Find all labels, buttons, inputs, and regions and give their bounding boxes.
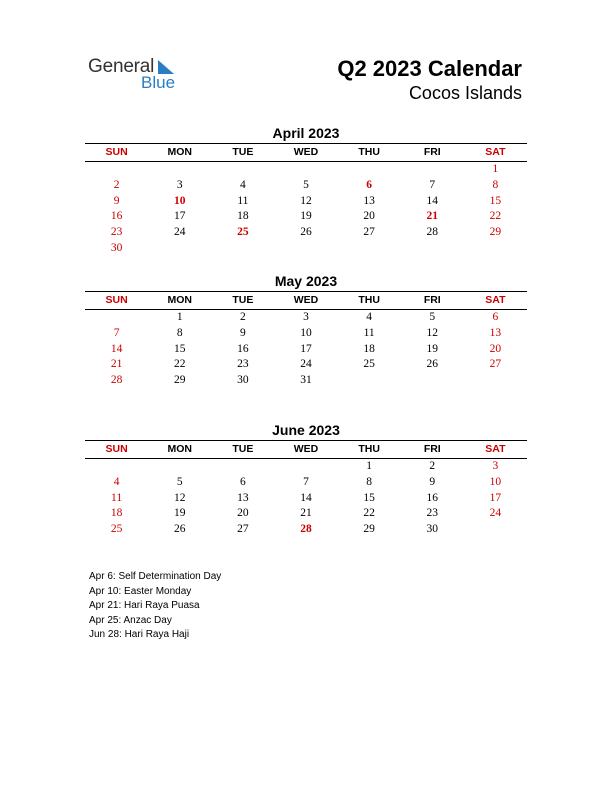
- day-cell: 2: [113, 178, 120, 191]
- month-grid: [85, 459, 527, 538]
- day-cell: 16: [237, 342, 249, 355]
- weekday-label: SUN: [105, 294, 128, 306]
- day-cell: 13: [489, 326, 502, 339]
- day-cell: 4: [366, 311, 372, 323]
- weekday-label: SUN: [105, 443, 128, 455]
- day-cell: 26: [173, 523, 186, 536]
- week-row: [85, 241, 527, 257]
- day-cell: 11: [363, 326, 375, 339]
- day-cell: [148, 162, 211, 178]
- brand-triangle-icon: [158, 60, 174, 74]
- day-cell: [338, 241, 401, 257]
- day-cell: 1: [492, 163, 499, 175]
- day-cell: 14: [110, 342, 123, 355]
- day-cell: [85, 459, 148, 475]
- day-cell: 25: [110, 523, 123, 536]
- day-cell: 25: [363, 358, 375, 371]
- day-cell: [211, 241, 274, 257]
- weekday-label: TUE: [232, 294, 254, 306]
- day-cell: 29: [363, 523, 375, 536]
- weekday-label: THU: [358, 443, 380, 455]
- day-cell: 23: [426, 507, 439, 520]
- day-cell: 24: [489, 507, 502, 520]
- weekday-label: MON: [167, 443, 192, 455]
- day-cell: 17: [173, 210, 186, 223]
- weekday-label: FRI: [423, 443, 441, 455]
- day-cell: 3: [176, 178, 183, 191]
- week-row: [85, 522, 527, 538]
- day-cell: 29: [489, 226, 502, 239]
- weekday-label: WED: [293, 294, 319, 306]
- weekday-label: TUE: [232, 443, 254, 455]
- day-cell: 5: [429, 311, 436, 323]
- holiday-item: Apr 6: Self Determination Day: [89, 571, 222, 582]
- day-cell: 16: [110, 210, 123, 223]
- week-row: [85, 475, 527, 491]
- day-cell: 6: [492, 311, 499, 323]
- day-cell: 12: [173, 491, 186, 504]
- day-cell: [85, 310, 148, 326]
- weekday-header: [85, 291, 527, 310]
- day-cell: [148, 459, 211, 475]
- week-row: [85, 194, 527, 210]
- day-cell: 20: [237, 507, 249, 520]
- brand-logo: [88, 56, 208, 96]
- week-row: [85, 491, 527, 507]
- day-cell: 21: [426, 210, 439, 223]
- day-cell: 17: [489, 491, 502, 504]
- week-row: [85, 373, 527, 389]
- day-cell: 31: [300, 374, 312, 387]
- day-cell: 3: [492, 460, 499, 472]
- month-grid: [85, 162, 527, 257]
- day-cell: [148, 241, 211, 257]
- week-row: [85, 506, 527, 522]
- brand-name-general: General: [88, 56, 155, 77]
- weekday-label: TUE: [232, 146, 254, 158]
- day-cell: 15: [363, 491, 375, 504]
- month-title: June 2023: [272, 422, 340, 438]
- week-row: [85, 162, 527, 178]
- day-cell: 5: [303, 178, 309, 191]
- day-cell: [85, 162, 148, 178]
- weekday-label: THU: [358, 294, 380, 306]
- day-cell: 1: [366, 460, 372, 472]
- day-cell: 13: [363, 194, 375, 207]
- day-cell: 9: [429, 475, 436, 488]
- day-cell: [401, 241, 464, 257]
- day-cell: 2: [429, 460, 436, 472]
- day-cell: 15: [489, 194, 502, 207]
- day-cell: 18: [237, 210, 249, 223]
- holiday-list: [89, 570, 221, 643]
- weekday-label: SAT: [485, 294, 506, 306]
- day-cell: 28: [110, 374, 123, 387]
- day-cell: 8: [492, 178, 499, 191]
- month-calendar-april: [85, 124, 527, 257]
- weekday-label: SAT: [485, 443, 506, 455]
- day-cell: 25: [237, 226, 249, 239]
- week-row: [85, 209, 527, 225]
- week-row: [85, 459, 527, 475]
- day-cell: 15: [173, 342, 186, 355]
- month-title: April 2023: [272, 125, 340, 141]
- weekday-label: SAT: [485, 146, 506, 158]
- day-cell: 27: [489, 358, 502, 371]
- day-cell: 29: [173, 374, 186, 387]
- day-cell: 11: [237, 194, 249, 207]
- day-cell: 3: [303, 311, 309, 323]
- day-cell: 8: [176, 326, 183, 339]
- day-cell: 26: [426, 358, 439, 371]
- day-cell: 19: [426, 342, 439, 355]
- day-cell: 28: [426, 226, 439, 239]
- month-title: May 2023: [274, 273, 338, 289]
- day-cell: 5: [176, 475, 183, 488]
- day-cell: 22: [489, 210, 502, 223]
- day-cell: [338, 373, 401, 389]
- week-row: [85, 357, 527, 373]
- day-cell: 23: [110, 226, 123, 239]
- day-cell: 18: [363, 342, 375, 355]
- day-cell: 1: [176, 311, 183, 323]
- weekday-label: MON: [167, 294, 192, 306]
- day-cell: 6: [366, 178, 372, 191]
- page-subtitle: Cocos Islands: [408, 83, 522, 103]
- week-row: [85, 342, 527, 358]
- day-cell: 14: [426, 194, 439, 207]
- weekday-header: [85, 440, 527, 459]
- day-cell: 27: [237, 523, 249, 536]
- holiday-item: Apr 10: Easter Monday: [89, 585, 192, 597]
- day-cell: 30: [237, 374, 249, 387]
- day-cell: 2: [239, 311, 246, 323]
- day-cell: [464, 522, 527, 538]
- day-cell: [211, 162, 274, 178]
- day-cell: 19: [173, 507, 186, 520]
- month-calendar-may: [85, 272, 527, 389]
- weekday-label: SUN: [105, 146, 128, 158]
- week-row: [85, 225, 527, 241]
- day-cell: 18: [110, 507, 123, 520]
- weekday-label: MON: [167, 146, 192, 158]
- day-cell: 21: [300, 507, 312, 520]
- page-title: Q2 2023 Calendar: [337, 56, 522, 81]
- day-cell: 14: [300, 491, 312, 504]
- day-cell: 9: [113, 194, 120, 207]
- day-cell: [464, 373, 527, 389]
- day-cell: 9: [239, 326, 246, 339]
- day-cell: 10: [300, 326, 312, 339]
- day-cell: [211, 459, 274, 475]
- day-cell: [401, 373, 464, 389]
- day-cell: [401, 162, 464, 178]
- weekday-label: FRI: [423, 294, 441, 306]
- day-cell: 7: [113, 326, 120, 339]
- day-cell: [274, 459, 337, 475]
- day-cell: [338, 162, 401, 178]
- day-cell: 27: [363, 226, 375, 239]
- day-cell: [464, 241, 527, 257]
- day-cell: 22: [173, 358, 186, 371]
- day-cell: 12: [426, 326, 439, 339]
- day-cell: 24: [300, 358, 312, 371]
- day-cell: 11: [111, 491, 123, 504]
- day-cell: 30: [426, 523, 439, 536]
- day-cell: 16: [426, 491, 439, 504]
- day-cell: 4: [239, 178, 246, 191]
- brand-name-blue: Blue: [141, 73, 176, 92]
- day-cell: 24: [173, 226, 186, 239]
- holiday-item: Jun 28: Hari Raya Haji: [89, 629, 190, 641]
- day-cell: 22: [363, 507, 375, 520]
- day-cell: 12: [300, 194, 312, 207]
- day-cell: 13: [237, 491, 249, 504]
- weekday-header: [85, 143, 527, 162]
- day-cell: 7: [429, 178, 436, 191]
- month-grid: [85, 310, 527, 389]
- day-cell: 23: [237, 358, 249, 371]
- weekday-label: THU: [358, 146, 380, 158]
- day-cell: 28: [300, 523, 312, 536]
- weekday-label: WED: [293, 146, 319, 158]
- day-cell: 30: [110, 241, 123, 254]
- day-cell: 4: [113, 475, 120, 488]
- day-cell: 10: [173, 194, 186, 207]
- day-cell: 6: [239, 475, 246, 488]
- day-cell: 20: [489, 342, 502, 355]
- holiday-item: Apr 25: Anzac Day: [89, 614, 172, 626]
- weekday-label: FRI: [423, 146, 441, 158]
- week-row: [85, 326, 527, 342]
- week-row: [85, 178, 527, 194]
- day-cell: 21: [110, 358, 123, 371]
- holiday-item: Apr 21: Hari Raya Puasa: [89, 600, 200, 612]
- weekday-label: WED: [293, 443, 319, 455]
- day-cell: [274, 241, 337, 257]
- day-cell: 10: [489, 475, 502, 488]
- day-cell: 19: [300, 210, 312, 223]
- day-cell: 20: [363, 210, 375, 223]
- day-cell: [274, 162, 337, 178]
- day-cell: 8: [366, 475, 372, 488]
- day-cell: 7: [303, 475, 309, 488]
- day-cell: 17: [300, 342, 312, 355]
- day-cell: 26: [300, 226, 312, 239]
- month-calendar-june: [85, 421, 527, 538]
- week-row: [85, 310, 527, 326]
